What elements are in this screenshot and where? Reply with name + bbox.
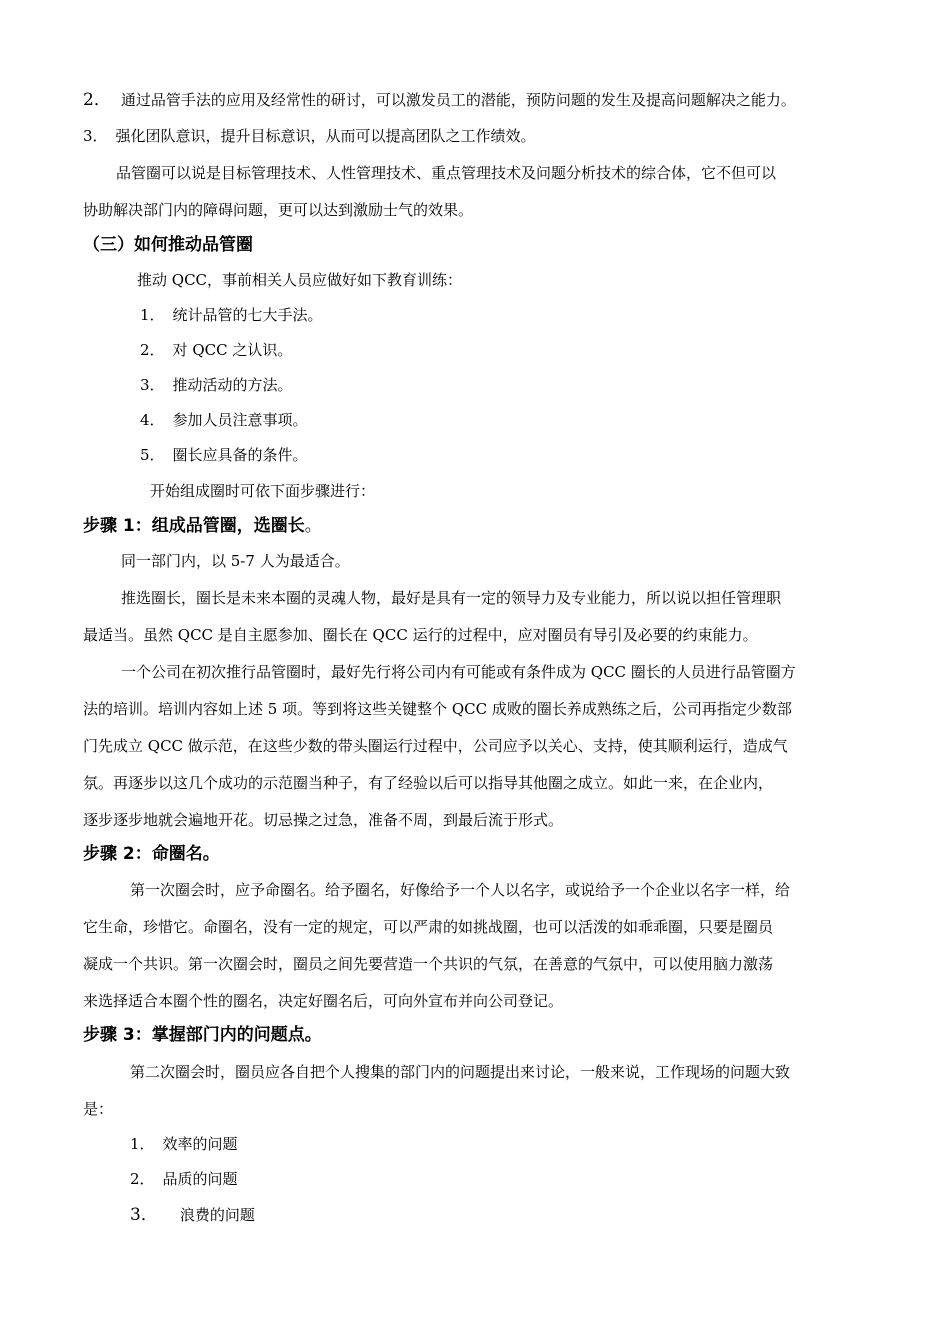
- list-text: 效率的问题: [162, 1135, 238, 1153]
- step-1-paragraph-3-line: 氛。再逐步以这几个成功的示范圈当种子，有了经验以后可以指导其他圈之成立。如此一来，在企业内，: [83, 774, 774, 792]
- list-number: 4．: [140, 411, 165, 429]
- step-1-paragraph-3-line: 逐步逐步地就会遍地开花。切忌操之过急，准备不周，到最后流于形式。: [83, 811, 564, 829]
- intro-item-3: [83, 126, 536, 146]
- section-intro: 推动 QCC，事前相关人员应做好如下教育训练：: [137, 271, 463, 289]
- training-item: [140, 340, 292, 360]
- training-item: [140, 445, 308, 465]
- step-1-paragraph-3-line: 法的培训。培训内容如上述 5 项。等到将这些关键整个 QCC 成败的圈长养成熟练之后，公司再指定少数部: [83, 700, 792, 718]
- list-number: 5．: [140, 446, 165, 464]
- list-text: 参加人员注意事项。: [172, 411, 308, 429]
- step-2-paragraph-line: 第一次圈会时，应予命圈名。给予圈名，好像给予一个人以名字，或说给予一个企业以名字一样，给: [130, 881, 791, 899]
- problem-item: [130, 1205, 255, 1225]
- step-1-heading: [83, 515, 322, 537]
- step-2-heading: 步骤 2：命圈名。: [83, 844, 220, 864]
- summary-line-2: 协助解决部门内的障碍问题，更可以达到激励士气的效果。: [83, 201, 474, 219]
- list-number: 3．: [83, 127, 108, 145]
- list-text: 强化团队意识，提升目标意识，从而可以提高团队之工作绩效。: [115, 127, 536, 145]
- step-2-paragraph-line: 凝成一个共识。第一次圈会时，圈员之间先要营造一个共识的气氛，在善意的气氛中，可以使用脑力激荡: [83, 955, 774, 973]
- intro-item-2: [83, 90, 796, 110]
- list-text: 统计品管的七大手法。: [172, 306, 323, 324]
- training-item: [140, 305, 323, 325]
- step-3-heading: 步骤 3：掌握部门内的问题点。: [83, 1025, 322, 1045]
- step-1-paragraph-1: 同一部门内，以 5-7 人为最适合。: [121, 552, 350, 570]
- list-text: 浪费的问题: [179, 1206, 255, 1224]
- step-2-paragraph-line: 来选择适合本圈个性的圈名，决定好圈名后，可向外宣布并向公司登记。: [83, 992, 564, 1010]
- list-text: 对 QCC 之认识。: [172, 341, 293, 359]
- step-3-paragraph-line: 是：: [83, 1100, 114, 1118]
- step-1-title: 步骤 1：组成品管圈，选圈长: [83, 516, 305, 536]
- problem-item: [130, 1169, 238, 1189]
- step-1-paragraph-2-line: 最适当。虽然 QCC 是自主愿参加、圈长在 QCC 运行的过程中，应对圈员有导引及必要的约束能力。: [83, 626, 758, 644]
- list-number: 2．: [83, 90, 111, 110]
- summary-line-1: 品管圈可以说是目标管理技术、人性管理技术、重点管理技术及问题分析技术的综合体，它不但可以: [116, 164, 777, 182]
- step-2-paragraph-line: 它生命，珍惜它。命圈名，没有一定的规定，可以严肃的如挑战圈，也可以活泼的如乖乖圈，只要是圈员: [83, 918, 774, 936]
- step-3-paragraph-line: 第二次圈会时，圈员应各自把个人搜集的部门内的问题提出来讨论，一般来说，工作现场的问题大致: [130, 1063, 791, 1081]
- step-1-paragraph-3-line: 一个公司在初次推行品管圈时，最好先行将公司内有可能或有条件成为 QCC 圈长的人员进行品管圈方: [121, 663, 796, 681]
- step-1-title-end: 。: [304, 516, 322, 536]
- step-1-paragraph-2-line: 推选圈长，圈长是未来本圈的灵魂人物，最好是具有一定的领导力及专业能力，所以说以担任管理职: [121, 589, 782, 607]
- list-number: 1．: [130, 1135, 155, 1153]
- list-number: 1．: [140, 306, 165, 324]
- list-number: 3．: [140, 376, 165, 394]
- list-text: 品质的问题: [162, 1170, 238, 1188]
- training-item: [140, 375, 293, 395]
- section-heading: （三）如何推动品管圈: [83, 235, 253, 255]
- list-number: 2．: [140, 341, 165, 359]
- training-item: [140, 410, 308, 430]
- list-text: 通过品管手法的应用及经常性的研讨，可以激发员工的潜能，预防问题的发生及提高问题解决之能力。: [120, 91, 796, 109]
- steps-intro: 开始组成圈时可依下面步骤进行：: [150, 482, 376, 500]
- step-1-paragraph-3-line: 门先成立 QCC 做示范，在这些少数的带头圈运行过程中，公司应予以关心、支持，使其顺利运行，造成气: [83, 737, 788, 755]
- list-number: 3．: [130, 1205, 158, 1225]
- list-text: 推动活动的方法。: [172, 376, 293, 394]
- problem-item: [130, 1134, 238, 1154]
- list-number: 2．: [130, 1170, 155, 1188]
- list-text: 圈长应具备的条件。: [172, 446, 308, 464]
